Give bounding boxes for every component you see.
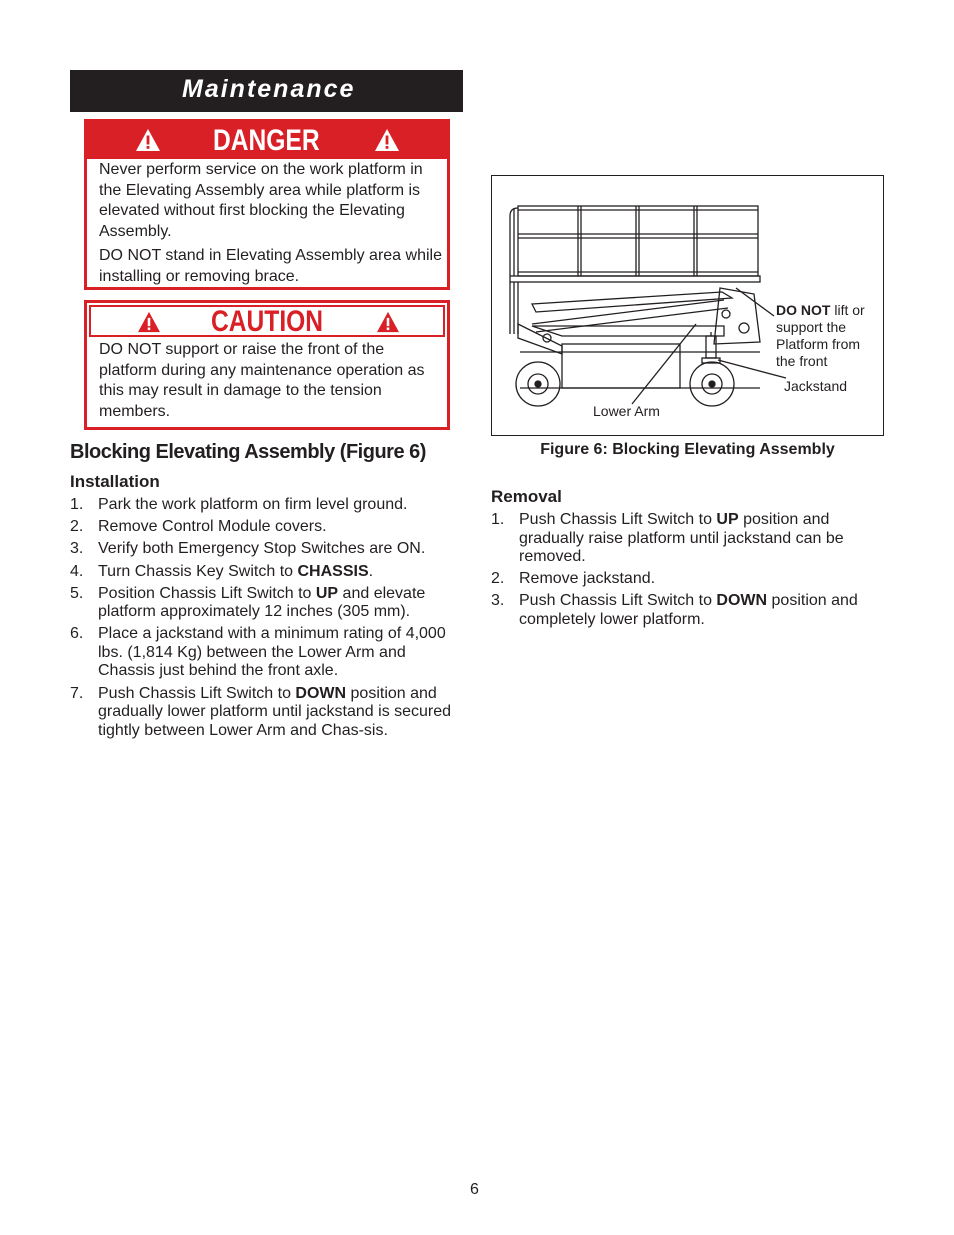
list-item: 3. Push Chassis Lift Switch to DOWN position and completely lower platform. — [491, 592, 858, 628]
list-item: 7. Push Chassis Lift Switch to DOWN position and gradually lower platform until jackstand is secured tightly between Lower Arm and Chas-sis. — [70, 684, 452, 739]
warning-triangle-icon — [374, 128, 400, 152]
list-item: 2. Remove jackstand. — [491, 570, 656, 588]
caution-signal-word: CAUTION — [211, 305, 324, 338]
list-item: 1. Push Chassis Lift Switch to UP position and gradually raise platform until jackstand can be removed. — [491, 511, 844, 565]
caution-message: DO NOT support or raise the front of the platform during any maintenance operation as this may result in damage to the tension members. — [99, 341, 425, 420]
removal-steps-list — [491, 511, 883, 633]
list-item: 6. Place a jackstand with a minimum rating of 4,000 lbs. (1,814 Kg) between the Lower Arm and Chassis just behind the front axle. — [70, 625, 446, 680]
procedure-heading: Blocking Elevating Assembly (Figure 6) — [70, 441, 426, 463]
list-item: 3. Verify both Emergency Stop Switches are ON. — [70, 540, 426, 558]
page-number: 6 — [470, 1181, 479, 1198]
list-item: 4. Turn Chassis Key Switch to CHASSIS. — [70, 562, 374, 580]
caution-safety-box — [84, 300, 450, 430]
warning-triangle-icon — [376, 311, 400, 333]
figure-callout-jackstand: Jackstand — [784, 378, 848, 394]
warning-triangle-icon — [137, 311, 161, 333]
removal-heading: Removal — [491, 487, 562, 506]
figure-frame — [491, 175, 884, 436]
list-item: 2. Remove Control Module covers. — [70, 518, 327, 536]
section-header-bar — [70, 70, 463, 112]
danger-message-2: DO NOT stand in Elevating Assembly area while installing or removing brace. — [99, 247, 442, 285]
danger-header — [87, 122, 447, 159]
danger-message-1: Never perform service on the work platform in the Elevating Assembly area while platform is elevated without first blocking the Elevating Assembly. — [99, 161, 423, 240]
figure-callout-lower-arm: Lower Arm — [593, 403, 660, 419]
warning-triangle-icon — [135, 128, 161, 152]
figure-callout-do-not-lift: DO NOT lift or support the Platform from the front — [776, 302, 865, 369]
section-title: Maintenance — [182, 75, 356, 103]
danger-safety-box — [84, 119, 450, 290]
list-item: 1. Park the work platform on firm level ground. — [70, 496, 408, 513]
installation-heading: Installation — [70, 472, 160, 491]
caution-header — [89, 305, 445, 337]
danger-signal-word: DANGER — [213, 124, 320, 157]
figure-caption: Figure 6: Blocking Elevating Assembly — [540, 441, 835, 458]
installation-steps-list — [70, 496, 462, 744]
list-item: 5. Position Chassis Lift Switch to UP and elevate platform approximately 12 inches (305 mm). — [70, 584, 426, 621]
